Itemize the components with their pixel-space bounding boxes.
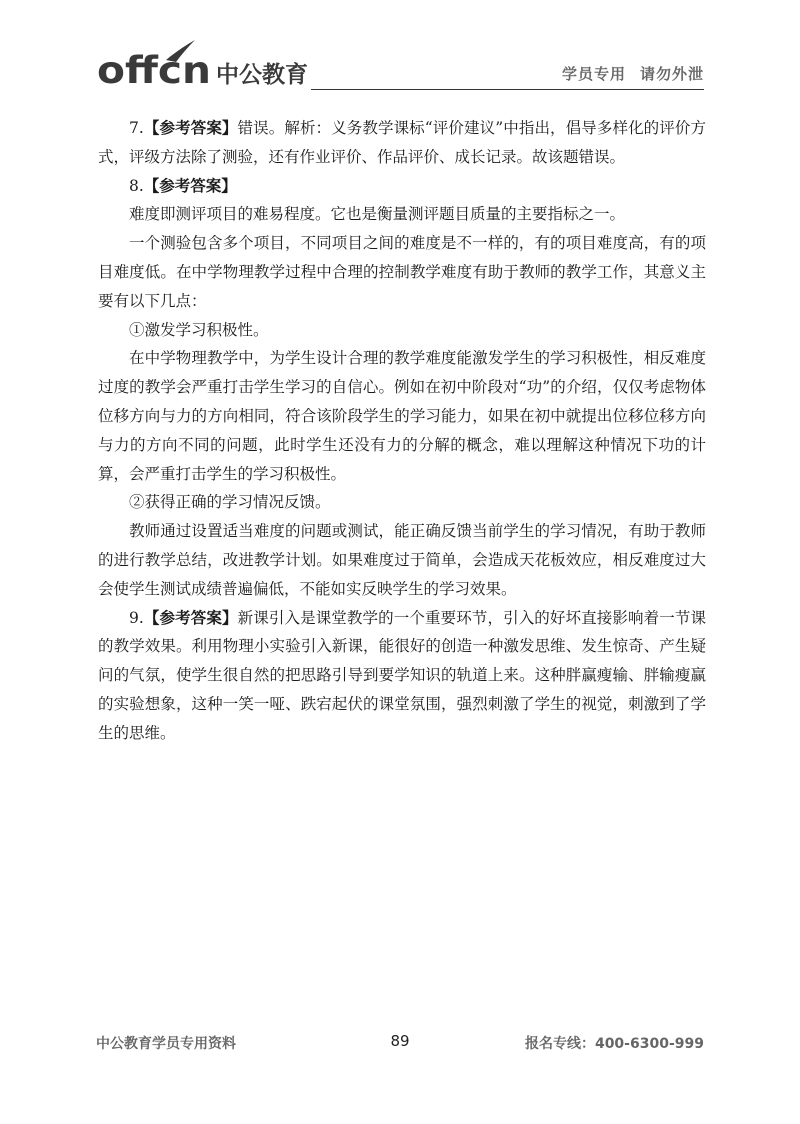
page-header <box>96 38 704 92</box>
answer-9-label: 【参考答案】 <box>143 607 238 627</box>
footer-hotline: 报名专线：400-6300-999 <box>524 1036 704 1052</box>
answer-8-point-1: ①激发学习积极性。 <box>129 320 269 339</box>
answer-9 <box>98 604 706 748</box>
answer-7-text: 错误。解析：义务教学课标“评价建议”中指出，倡导多样化的评价方式，评级方法除了测验，还有作业评价、作品评价、成长记录。故该题错误。 <box>98 119 706 166</box>
answer-8-number: 8. <box>129 176 144 195</box>
answer-8-point-2-detail: 教师通过设置适当难度的问题或测试，能正确反馈当前学生的学习情况，有助于教师的进行教学总结，改进教学计划。如果难度过于简单，会造成天花板效应，相反难度过大会使学生测试成绩普遍偏低，不能如实反映学生的学习效果。 <box>98 522 706 598</box>
answer-7 <box>98 114 706 172</box>
logo-chinese: 中公教育 <box>216 62 308 88</box>
answer-8-intro: 一个测验包含多个项目，不同项目之间的难度是不一样的，有的项目难度高，有的项目难度低。在中学物理教学过程中合理的控制教学难度有助于教师的教学工作，其意义主要有以下几点： <box>98 234 706 310</box>
answer-8-definition: 难度即测评项目的难易程度。它也是衡量测评题目质量的主要指标之一。 <box>129 205 626 224</box>
answer-9-text: 新课引入是课堂教学的一个重要环节，引入的好坏直接影响着一节课的教学效果。利用物理小实验引入新课，能很好的创造一种激发思维、发生惊奇、产生疑问的气氛，使学生很自然的把思路引导到要学知识的轨道上来。这种胖赢瘦输、胖输瘦赢的实验想象，这种一笑一哑、跌宕起伏的课堂氛围，强烈刺激了学生的视觉，刺激到了学生的思维。 <box>98 608 706 742</box>
offcn-logo <box>96 40 311 90</box>
answer-8-heading <box>98 172 706 201</box>
answer-content <box>98 114 706 748</box>
header-tag-students-only: 学员专用 <box>561 65 626 83</box>
answer-8-label: 【参考答案】 <box>143 175 237 195</box>
page-footer <box>96 1030 704 1054</box>
answer-7-label: 【参考答案】 <box>143 118 238 137</box>
answer-8-point-1-detail: 在中学物理教学中，为学生设计合理的教学难度能激发学生的学习积极性，相反难度过度的教学会严重打击学生学习的自信心。例如在初中阶段对“功”的介绍，仅仅考虑物体位移方向与力的方向相同，符合该阶段学生的学习能力，如果在初中就提出位移位移方向与力的方向不同的问题，此时学生还没有力的分解的概念，难以理解这种情况下功的计算，会严重打击学生的学习积极性。 <box>98 349 706 483</box>
header-tag <box>562 63 704 84</box>
answer-9-number: 9. <box>129 608 144 627</box>
page-number: 89 <box>390 1032 410 1050</box>
header-tag-do-not-leak: 请勿外泄 <box>639 65 704 83</box>
footer-material-note: 中公教育学员专用资料 <box>96 1036 236 1052</box>
answer-8-point-2: ②获得正确的学习情况反馈。 <box>129 493 331 512</box>
answer-7-number: 7. <box>129 119 144 137</box>
logo-text: offcn <box>97 49 211 90</box>
header-rule <box>311 89 704 90</box>
